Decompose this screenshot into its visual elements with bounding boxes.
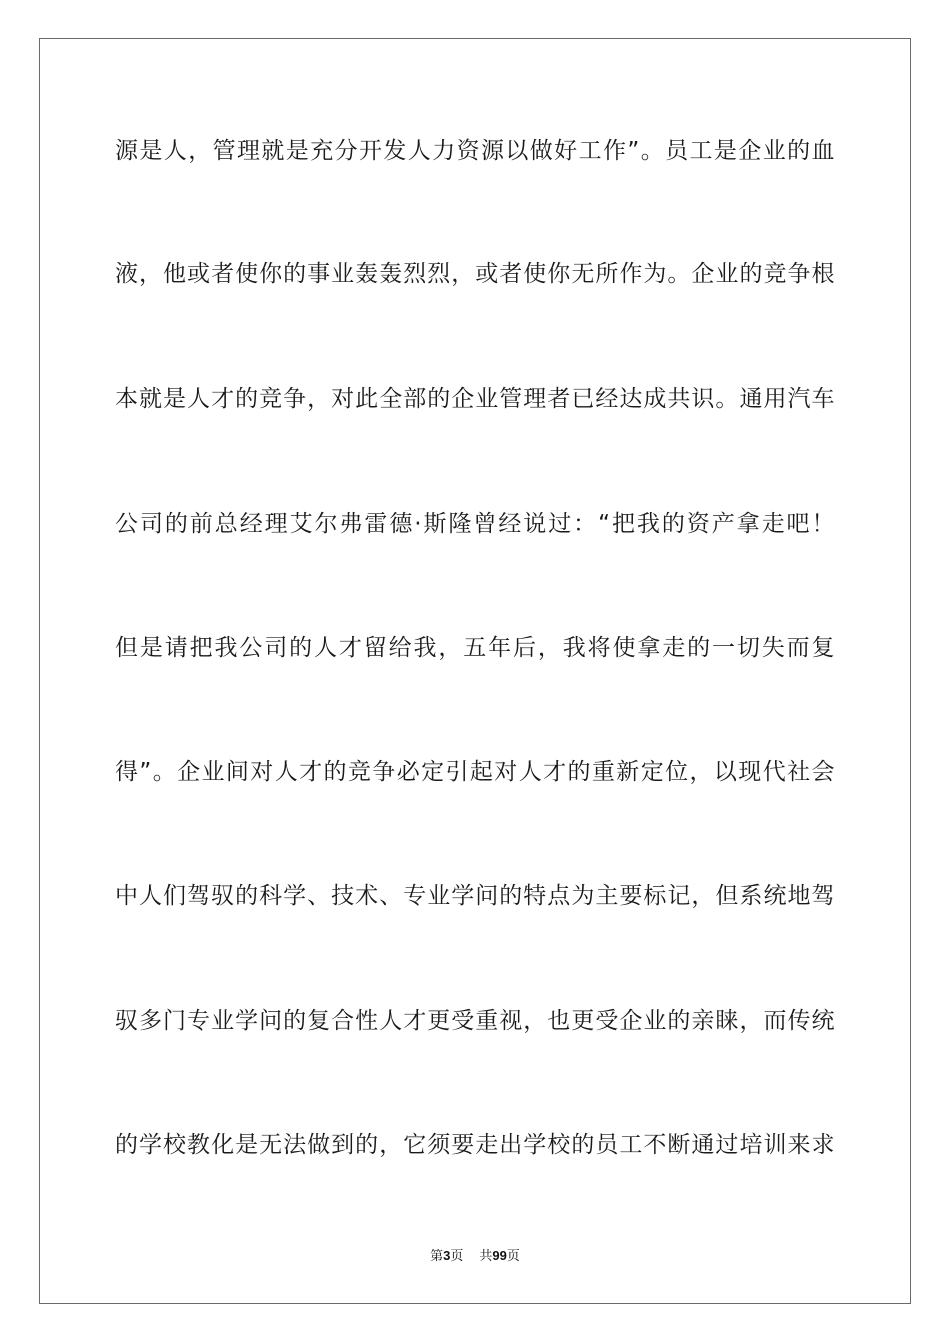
body-text-line-3: 本就是人才的竞争，对此全部的企业管理者已经达成共识。通用汽车: [115, 386, 835, 412]
page-prefix: 第: [430, 1249, 444, 1264]
total-suffix: 页: [506, 1249, 520, 1264]
total-pages: 99: [492, 1248, 507, 1263]
total-prefix: 共: [479, 1249, 493, 1264]
page-number: 3: [443, 1248, 451, 1263]
body-text-line-1: 源是人，管理就是充分开发人力资源以做好工作”。员工是企业的血: [115, 138, 835, 164]
page-border: [39, 38, 911, 1304]
body-text-line-7: 中人们驾驭的科学、技术、专业学问的特点为主要标记，但系统地驾: [115, 883, 835, 909]
body-text-line-4: 公司的前总经理艾尔弗雷德·斯隆曾经说过：“把我的资产拿走吧！: [115, 511, 835, 537]
body-text-line-8: 驭多门专业学问的复合性人才更受重视，也更受企业的亲睐，而传统: [115, 1008, 835, 1034]
body-text-line-9: 的学校教化是无法做到的，它须要走出学校的员工不断通过培训来求: [115, 1132, 835, 1158]
body-text-line-2: 液，他或者使你的事业轰轰烈烈，或者使你无所作为。企业的竞争根: [115, 261, 835, 287]
page-suffix: 页: [450, 1249, 464, 1264]
body-text-line-5: 但是请把我公司的人才留给我，五年后，我将使拿走的一切失而复: [115, 635, 835, 661]
page-footer: [0, 1245, 950, 1264]
body-text-line-6: 得”。企业间对人才的竞争必定引起对人才的重新定位，以现代社会: [115, 759, 835, 785]
